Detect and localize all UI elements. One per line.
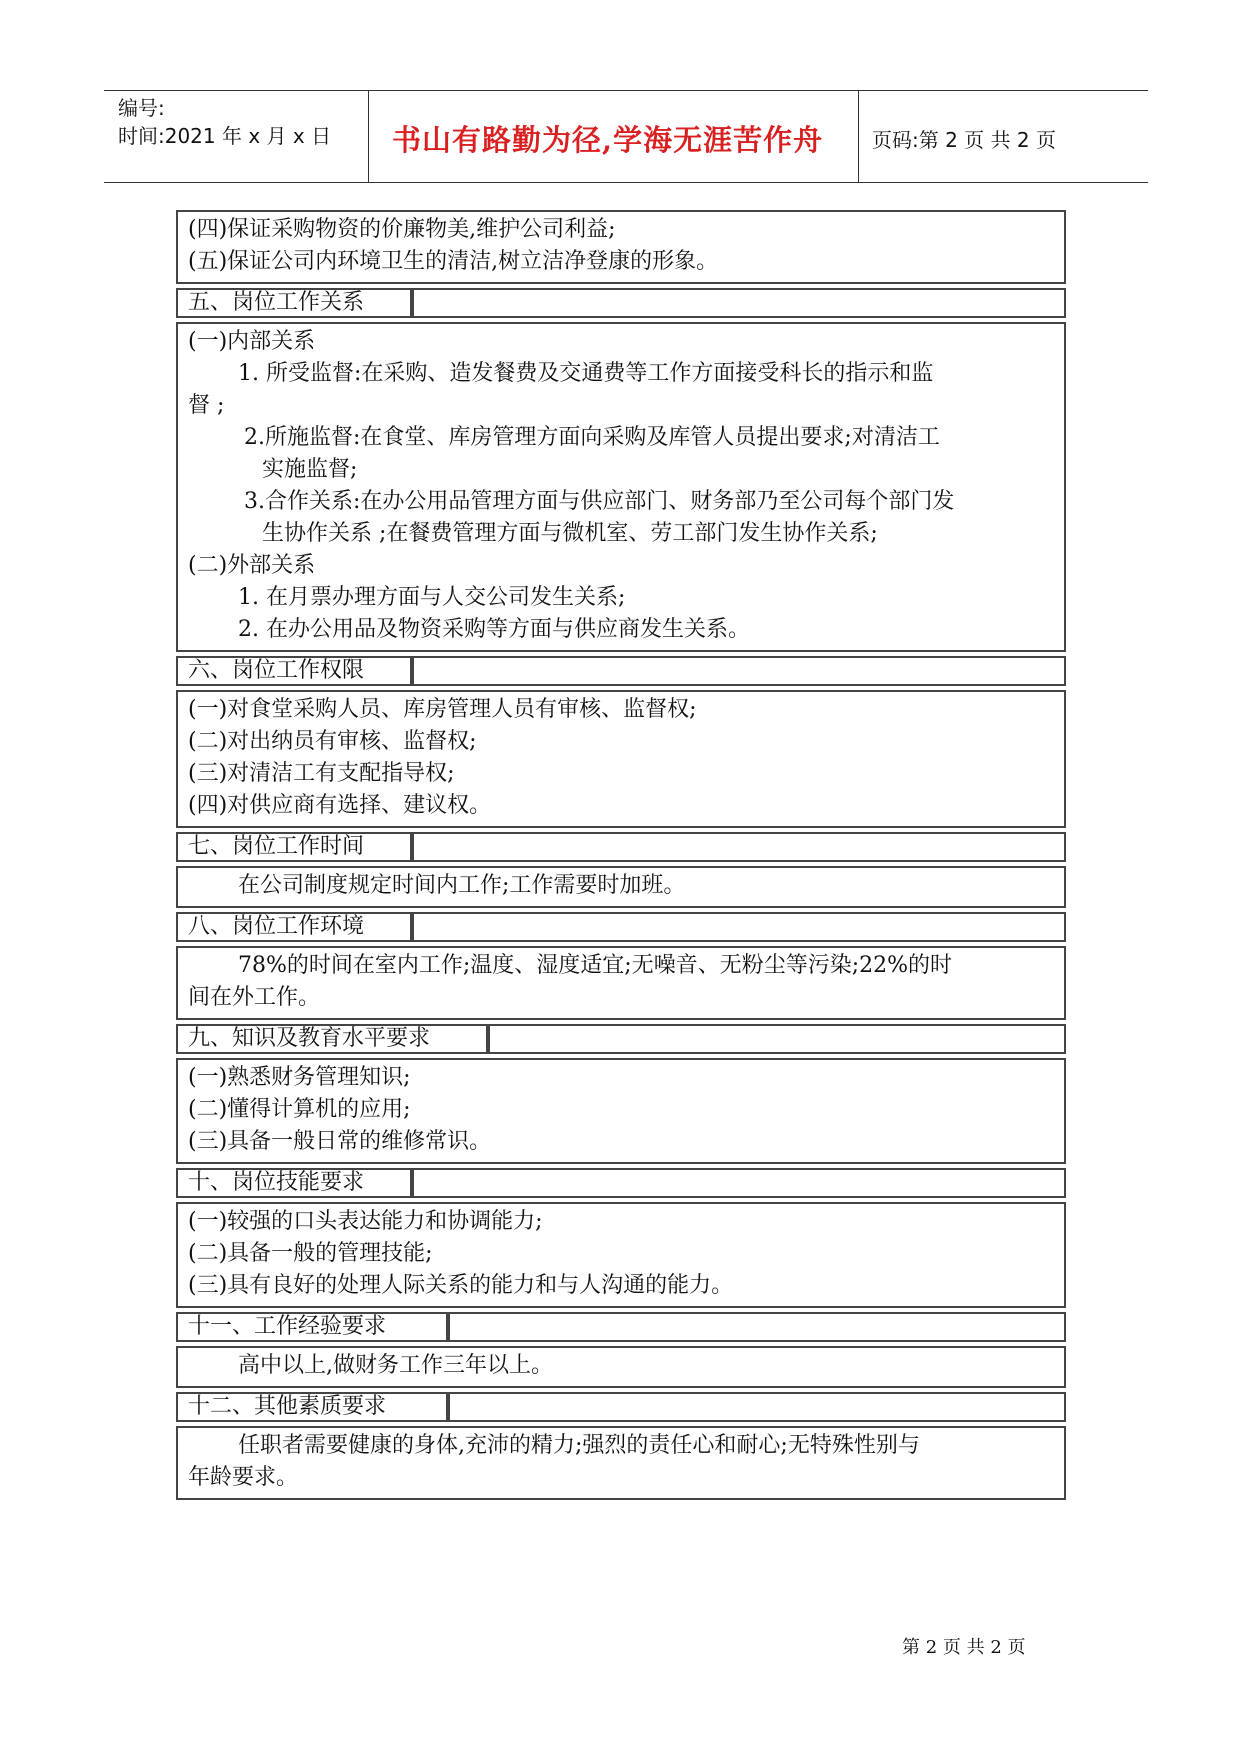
section-content-box	[176, 322, 1066, 652]
section-content-box	[176, 1202, 1066, 1308]
content-line: 实施监督;	[262, 457, 358, 482]
section-heading: 五、岗位工作关系	[176, 288, 412, 318]
content-line: (一)对食堂采购人员、库房管理人员有审核、监督权;	[188, 697, 697, 722]
section-heading-blank-cell	[412, 832, 1066, 862]
header-top-rule	[104, 90, 1148, 91]
header-divider-left	[368, 90, 369, 182]
content-line: (四)保证采购物资的价廉物美,维护公司利益;	[188, 217, 616, 242]
content-line: 1. 所受监督:在采购、造发餐费及交通费等工作方面接受科长的指示和监	[238, 361, 934, 386]
section-content-box	[176, 1058, 1066, 1164]
section-heading-blank-cell	[412, 912, 1066, 942]
section-content-box	[176, 1426, 1066, 1500]
content-line: (四)对供应商有选择、建议权。	[188, 793, 492, 818]
section-heading: 十二、其他素质要求	[176, 1392, 448, 1422]
header-motto: 书山有路勤为径,学海无涯苦作舟	[392, 123, 824, 157]
header-bottom-rule	[104, 182, 1148, 183]
section-heading-row	[176, 1392, 1066, 1422]
section-heading: 十一、工作经验要求	[176, 1312, 448, 1342]
section-heading-row	[176, 1168, 1066, 1198]
content-line: 2.所施监督:在食堂、库房管理方面向采购及库管人员提出要求;对清洁工	[244, 425, 940, 450]
content-line: (三)具备一般日常的维修常识。	[188, 1129, 492, 1154]
section-heading: 九、知识及教育水平要求	[176, 1024, 488, 1054]
section-heading: 七、岗位工作时间	[176, 832, 412, 862]
content-line: (一)熟悉财务管理知识;	[188, 1065, 411, 1090]
content-line: (一)内部关系	[188, 329, 316, 354]
section-heading-row	[176, 1024, 1066, 1054]
section-heading-row	[176, 656, 1066, 686]
content-line: 生协作关系 ;在餐费管理方面与微机室、劳工部门发生协作关系;	[262, 521, 878, 546]
section-content-box	[176, 866, 1066, 908]
section-heading-blank-cell	[448, 1312, 1066, 1342]
section-heading-row	[176, 912, 1066, 942]
section-content-box	[176, 690, 1066, 828]
section-heading-blank-cell	[412, 1168, 1066, 1198]
section-heading: 十、岗位技能要求	[176, 1168, 412, 1198]
content-line: 1. 在月票办理方面与人交公司发生关系;	[238, 585, 626, 610]
content-line: 间在外工作。	[188, 985, 321, 1010]
section-heading-blank-cell	[448, 1392, 1066, 1422]
page-footer: 第 2 页 共 2 页	[902, 1637, 1026, 1658]
content-line: 任职者需要健康的身体,充沛的精力;强烈的责任心和耐心;无特殊性别与	[238, 1433, 920, 1458]
section-heading-blank-cell	[488, 1024, 1066, 1054]
section-heading: 六、岗位工作权限	[176, 656, 412, 686]
header-page-info: 页码:第 2 页 共 2 页	[872, 128, 1056, 152]
content-line: (二)懂得计算机的应用;	[188, 1097, 411, 1122]
section-heading-blank-cell	[412, 288, 1066, 318]
content-line: (五)保证公司内环境卫生的清洁,树立洁净登康的形象。	[188, 249, 719, 274]
section-content-box	[176, 210, 1066, 284]
content-line: 3.合作关系:在办公用品管理方面与供应部门、财务部乃至公司每个部门发	[244, 489, 955, 514]
document-time-label: 时间:2021 年 x 月 x 日	[118, 124, 332, 148]
section-heading: 八、岗位工作环境	[176, 912, 412, 942]
header-divider-right	[858, 90, 859, 182]
document-number-label: 编号:	[118, 96, 165, 120]
content-line: (二)对出纳员有审核、监督权;	[188, 729, 477, 754]
document-body	[176, 210, 1066, 1504]
section-content-box	[176, 1346, 1066, 1388]
content-line: (三)具有良好的处理人际关系的能力和与人沟通的能力。	[188, 1273, 734, 1298]
content-line: 2. 在办公用品及物资采购等方面与供应商发生关系。	[238, 617, 750, 642]
section-heading-row	[176, 832, 1066, 862]
content-line: (一)较强的口头表达能力和协调能力;	[188, 1209, 543, 1234]
content-line: 78%的时间在室内工作;温度、湿度适宜;无噪音、无粉尘等污染;22%的时	[238, 953, 953, 978]
section-content-box	[176, 946, 1066, 1020]
content-line: (二)具备一般的管理技能;	[188, 1241, 433, 1266]
section-heading-blank-cell	[412, 656, 1066, 686]
section-heading-row	[176, 1312, 1066, 1342]
content-line: (三)对清洁工有支配指导权;	[188, 761, 455, 786]
content-line: 督 ;	[188, 393, 225, 418]
content-line: 在公司制度规定时间内工作;工作需要时加班。	[238, 873, 686, 898]
content-line: 高中以上,做财务工作三年以上。	[238, 1353, 553, 1378]
content-line: 年龄要求。	[188, 1465, 299, 1490]
section-heading-row	[176, 288, 1066, 318]
content-line: (二)外部关系	[188, 553, 316, 578]
